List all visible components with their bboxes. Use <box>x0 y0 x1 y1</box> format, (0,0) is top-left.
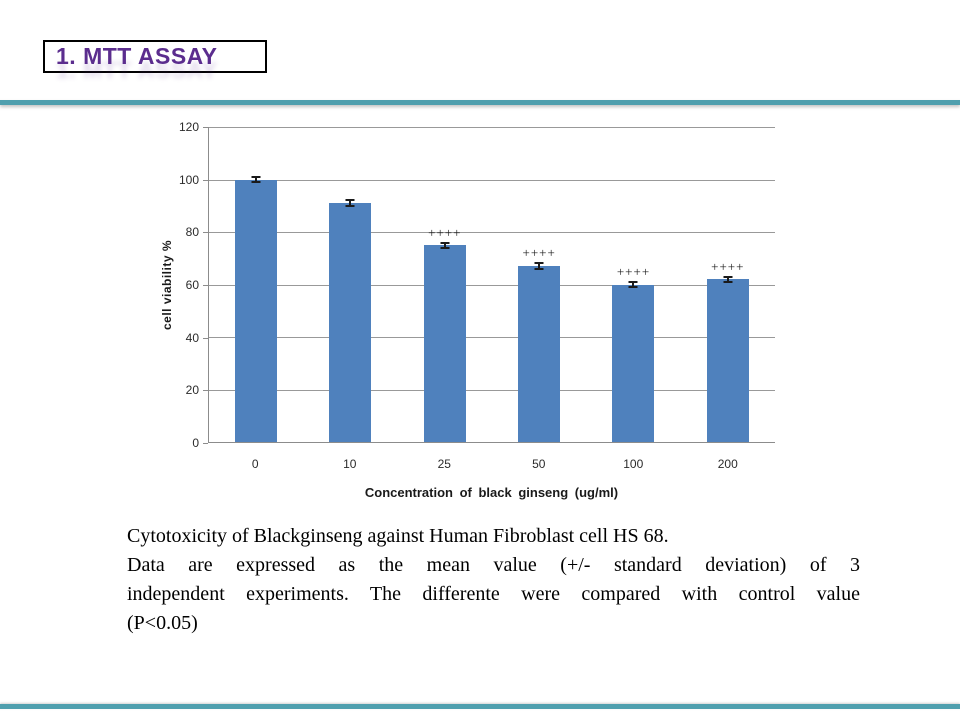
bar <box>612 285 654 443</box>
bar <box>707 279 749 442</box>
x-tick-label: 10 <box>343 457 357 471</box>
bar-slot <box>681 127 775 442</box>
slide-title: 1. MTT ASSAY <box>56 43 218 69</box>
bar-slot <box>209 127 303 442</box>
bar-slot <box>303 127 397 442</box>
caption-line: Cytotoxicity of Blackginseng against Human Fibroblast cell HS 68. <box>127 525 669 547</box>
significance-annotation: ++++ <box>616 263 651 279</box>
bar <box>235 180 277 443</box>
top-accent-rule <box>0 100 960 105</box>
x-axis-labels <box>208 443 775 471</box>
y-tick-label: 40 <box>185 330 199 345</box>
x-tick-label: 100 <box>623 457 644 471</box>
bar <box>424 245 466 442</box>
error-bar <box>440 242 449 249</box>
caption-line: Data are expressed as the mean value (+/- standard deviation) of 3 <box>127 554 860 576</box>
x-tick-label: 50 <box>532 457 546 471</box>
error-bar <box>346 199 355 207</box>
significance-annotation: ++++ <box>522 245 556 261</box>
x-axis-title: Concentration of black ginseng (ug/ml) <box>364 485 619 500</box>
y-tick-label: 100 <box>178 172 199 187</box>
bar-slot <box>398 127 492 442</box>
caption-line: (P<0.05) <box>127 612 198 634</box>
bar <box>329 203 371 442</box>
significance-annotation: ++++ <box>711 258 745 274</box>
slide-title-box <box>43 40 267 73</box>
figure-caption <box>127 522 860 638</box>
error-bar <box>723 276 732 283</box>
y-tick-label: 80 <box>185 225 199 240</box>
error-bar <box>629 281 638 289</box>
y-tick-label: 20 <box>185 383 199 398</box>
y-axis-title: cell viability % <box>160 239 174 331</box>
error-bar <box>252 176 261 184</box>
x-tick-label: 200 <box>717 457 738 471</box>
bar <box>518 266 560 442</box>
x-tick-label: 25 <box>437 457 451 471</box>
significance-annotation: ++++ <box>428 224 462 240</box>
plot-area <box>208 127 775 443</box>
bar-slot <box>492 127 586 442</box>
y-tick-label: 120 <box>178 120 199 134</box>
y-tick-label: 0 <box>192 436 199 450</box>
y-tick-label: 60 <box>185 278 199 292</box>
y-axis <box>150 120 208 450</box>
error-bar <box>535 262 544 270</box>
bottom-accent-rule <box>0 704 960 709</box>
caption-line: independent experiments. The differente were compared with control value <box>127 583 860 605</box>
bar-slot <box>586 127 680 442</box>
x-tick-label: 0 <box>251 457 259 471</box>
